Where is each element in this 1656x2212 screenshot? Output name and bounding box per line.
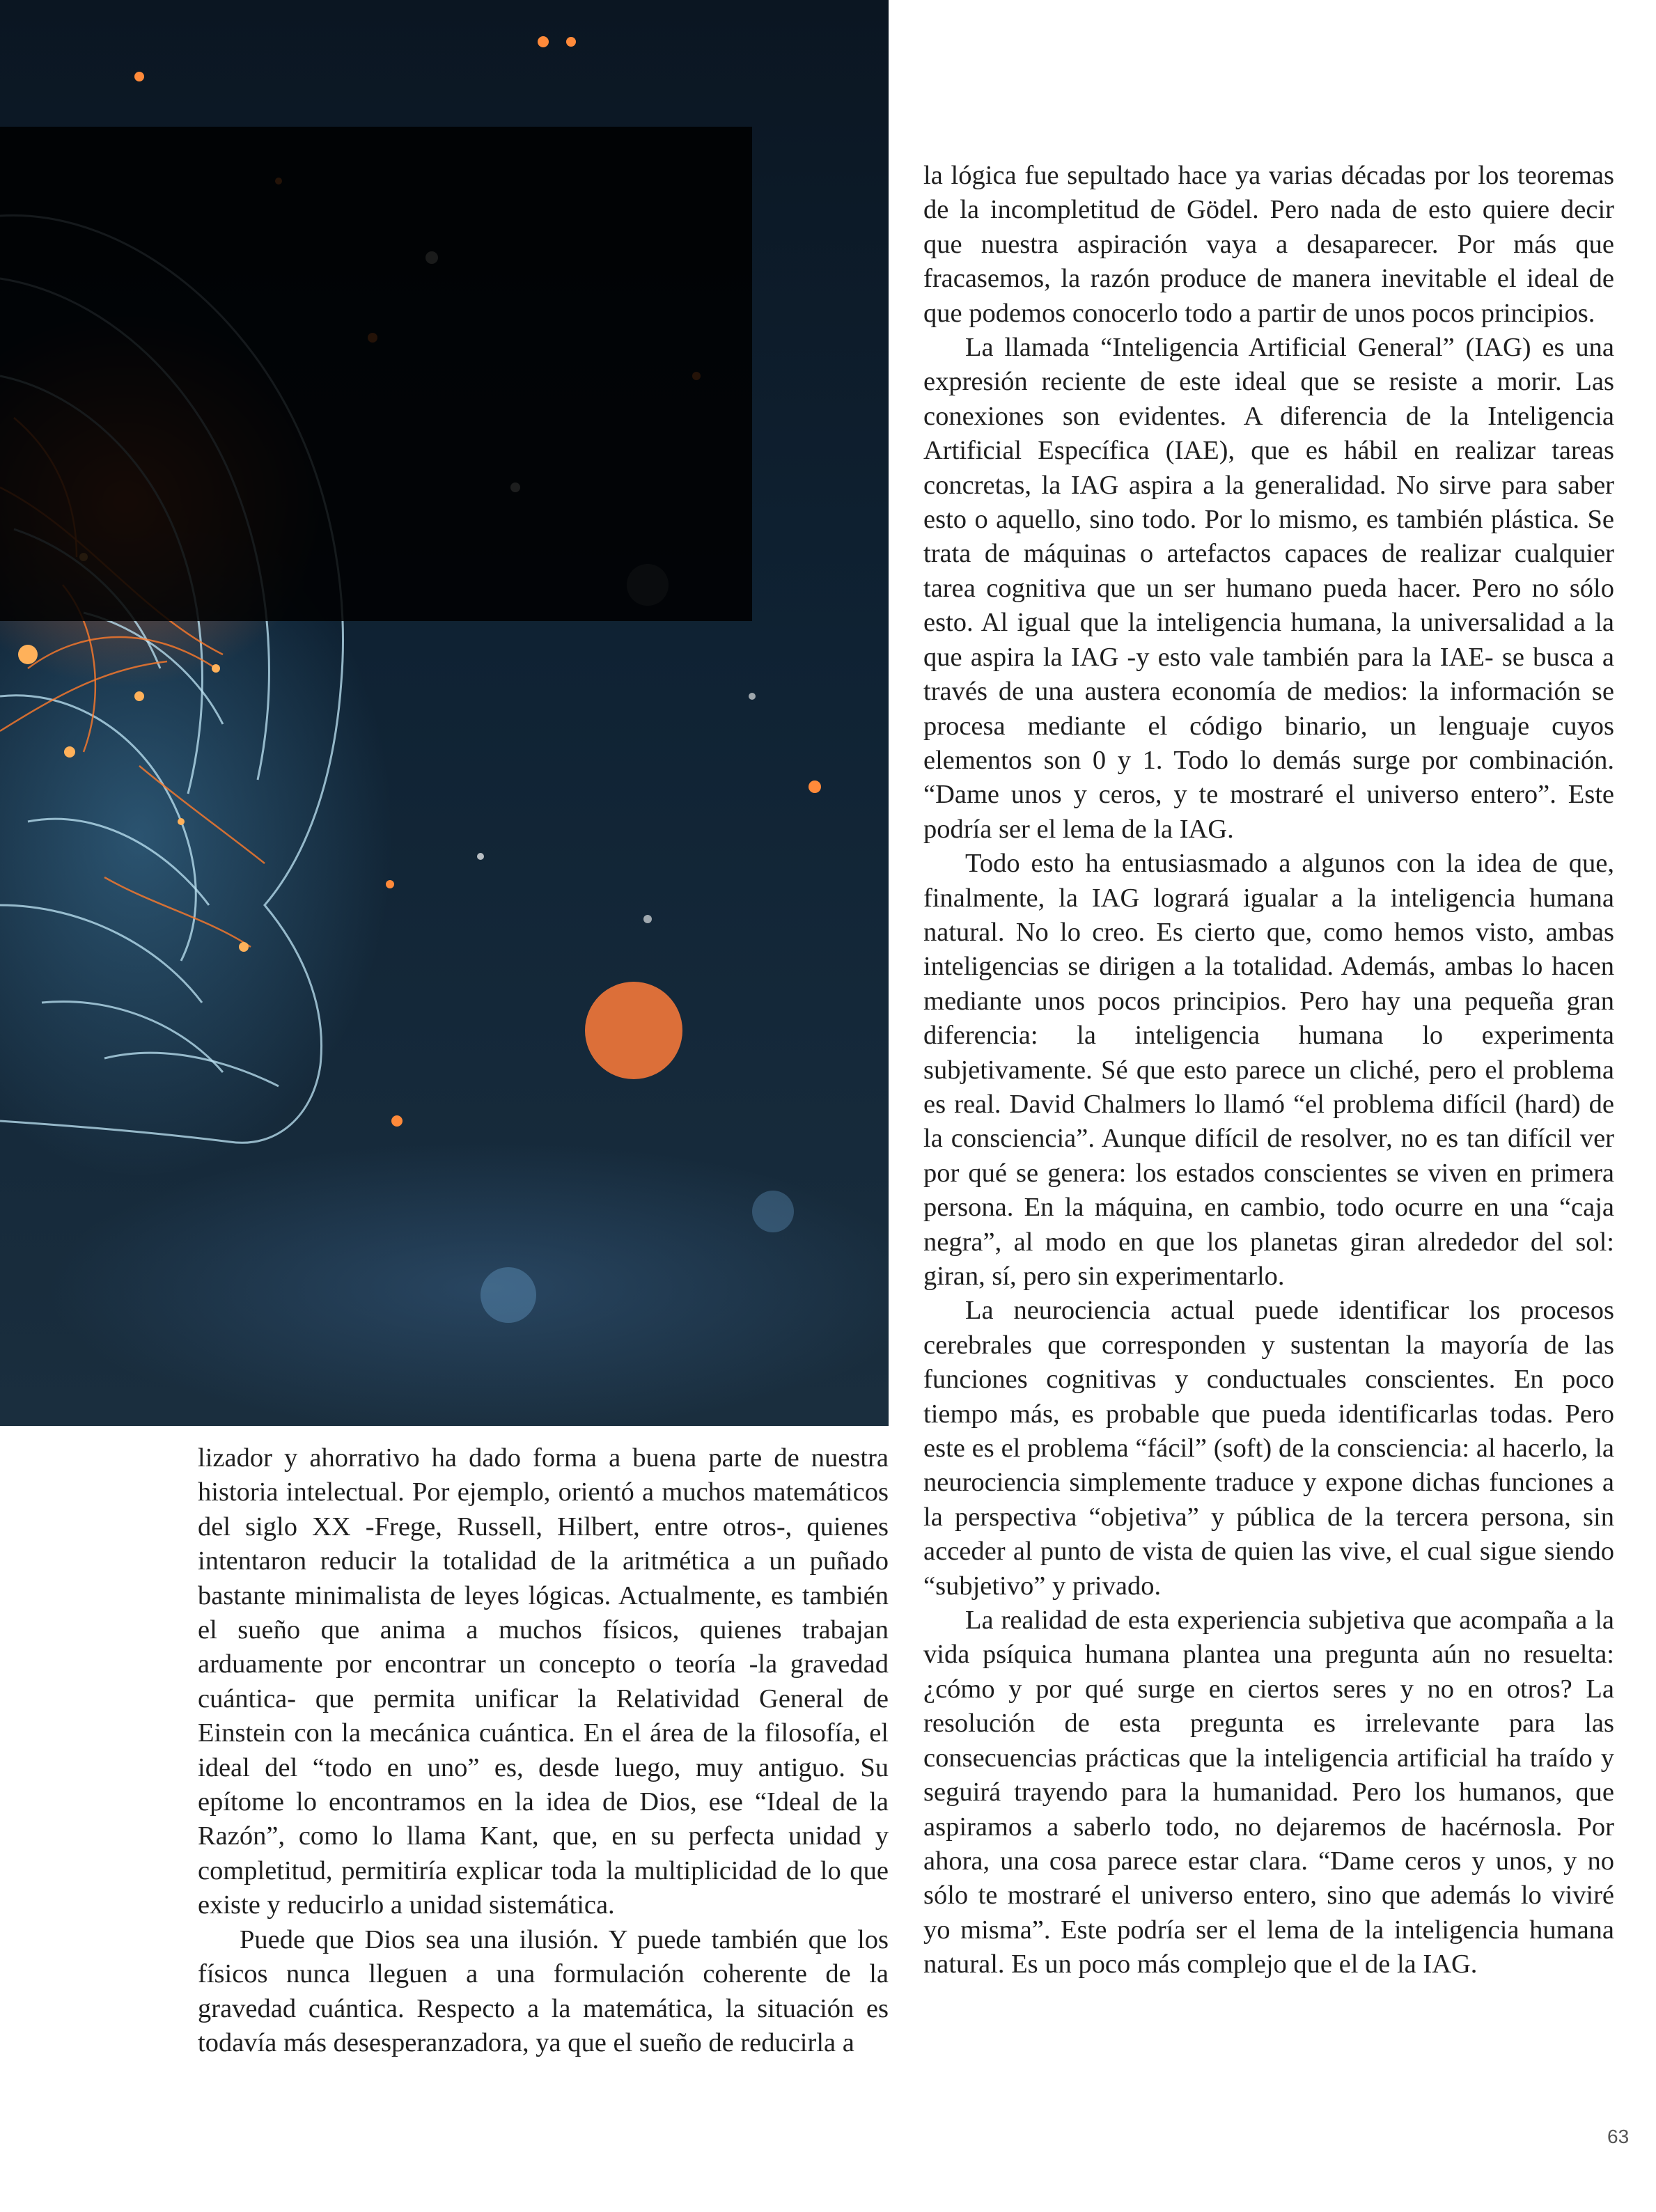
paragraph: Puede que Dios sea una ilusión. Y puede también que los físicos nunca lleguen a una formulación coherente de la gravedad cuántica. Respecto a la matemática, la situación es todavía más desesperanzadora, ya que el sueño de reducirla a bbox=[198, 1924, 889, 2057]
paragraph: lizador y ahorrativo ha dado forma a buena parte de nuestra historia intelectual. Por ejemplo, orientó a muchos matemáticos del siglo XX -Frege, Russell, Hilbert, entre otros-, quienes intentaron reducir la totalidad de la aritmética a un puñado bastante minimalista de leyes lógicas. Actualmente, es también el sueño que anima a muchos físicos, quienes trabajan arduamente por encontrar un concepto o teoría -la gravedad cuántica- que permita unificar la Relatividad General de Einstein con la mecánica cuántica. En el área de la filosofía, el ideal del “todo en uno” es, desde luego, muy antiguo. Su epítome lo encontramos en la idea de Dios, ese “Ideal de la Razón”, como lo llama Kant, que, en su perfecta unidad y completitud, permitiría explicar toda la multiplicidad de lo que existe y reducirlo a unidad sistemática. bbox=[198, 1443, 889, 1920]
hero-image bbox=[0, 0, 889, 1426]
left-text-column bbox=[198, 1441, 889, 2060]
paragraph: la lógica fue sepultado hace ya varias décadas por los teoremas de la incompletitud de Gödel. Pero nada de esto quiere decir que nuestra aspiración vaya a desaparecer. Por más que fracasemos, la razón produce de manera inevitable el ideal de que podemos conocerlo todo a partir de unos pocos principios. bbox=[923, 161, 1614, 328]
image-overlay-box bbox=[0, 127, 752, 621]
right-text-column bbox=[923, 159, 1614, 1982]
paragraph: La realidad de esta experiencia subjetiva que acompaña a la vida psíquica humana plantea una pregunta aún no resuelta: ¿cómo y por qué surge en ciertos seres y no en otros? La resolución de esta pregunta es irrelevante para las consecuencias prácticas que la inteligencia artificial ha traído y seguirá trayendo para la humanidad. Pero los humanos, que aspiramos a saberlo todo, no dejaremos de hacérnosla. Por ahora, una cosa parece estar clara. “Dame ceros y unos, y no sólo te mostraré el universo entero, sino que además lo viviré yo misma”. Este podría ser el lema de la inteligencia humana natural. Es un poco más complejo que el de la IAG. bbox=[923, 1606, 1614, 1979]
paragraph: La neurociencia actual puede identificar los procesos cerebrales que corresponden y sustentan la mayoría de las funciones cognitivas y conductuales conscientes. En poco tiempo más, es probable que pueda identificarlas todas. Pero este es el problema “fácil” (soft) de la consciencia: al hacerlo, la neurociencia simplemente traduce y expone dichas funciones a la perspectiva “objetiva” y pública de la tercera persona, sin acceder al punto de vista de quien las vive, el cual sigue siendo “subjetivo” y privado. bbox=[923, 1296, 1614, 1601]
paragraph: La llamada “Inteligencia Artificial General” (IAG) es una expresión reciente de este ideal que se resiste a morir. Las conexiones son evidentes. A diferencia de la Inteligencia Artificial Específica (IAE), que es hábil en realizar tareas concretas, la IAG aspira a la generalidad. No sirve para saber esto o aquello, sino todo. Por lo mismo, es también plástica. Se trata de máquinas o artefactos capaces de realizar cualquier tarea cognitiva que un ser humano pueda hacer. Pero no sólo esto. Al igual que la inteligencia humana, la universalidad a la que aspira la IAG -y esto vale también para la IAE- se busca a través de una austera economía de medios: la información se procesa mediante el código binario, un lenguaje cuyos elementos son 0 y 1. Todo lo demás surge por combinación. “Dame unos y ceros, y te mostraré el universo entero”. Este podría ser el lema de la IAG. bbox=[923, 333, 1614, 844]
paragraph: Todo esto ha entusiasmado a algunos con la idea de que, finalmente, la IAG logrará igualar a la inteligencia humana natural. No lo creo. Es cierto que, como hemos visto, ambas inteligencias se dirigen a la totalidad. Además, ambas lo hacen mediante unos pocos principios. Pero hay una pequeña gran diferencia: la inteligencia humana lo experimenta subjetivamente. Sé que esto parece un cliché, pero el problema es real. David Chalmers lo llamó “el problema difícil (hard) de la consciencia”. Aunque difícil de resolver, no es tan difícil ver por qué se genera: los estados conscientes se viven en primera persona. En la máquina, en cambio, todo ocurre en una “caja negra”, al modo en que los planetas giran alrededor del sol: giran, sí, pero sin experimentarlo. bbox=[923, 849, 1614, 1291]
page-number: 63 bbox=[1607, 2126, 1630, 2147]
